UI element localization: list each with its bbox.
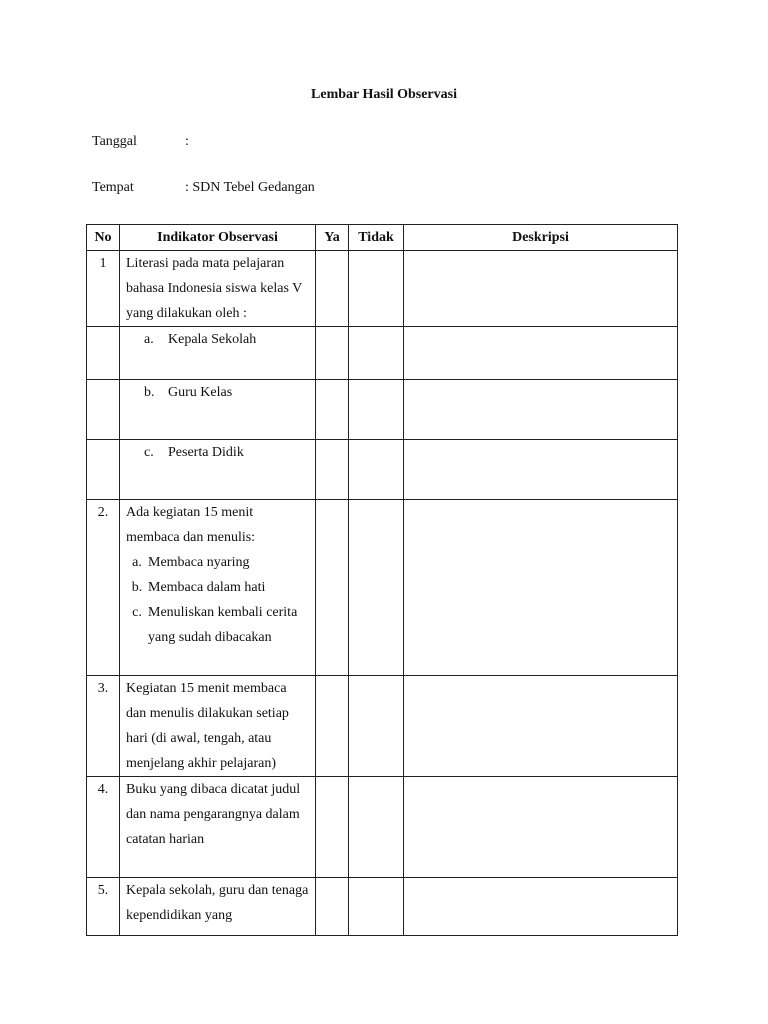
table-row (87, 878, 678, 936)
tidak-cell[interactable] (349, 251, 404, 327)
deskripsi-cell[interactable] (404, 676, 678, 777)
indicator-text (120, 500, 316, 676)
deskripsi-cell[interactable] (404, 500, 678, 676)
indicator-text: Kegiatan 15 menit membaca dan menulis dilakukan setiap hari (di awal, tengah, atau menjelang akhir pelajaran) (120, 676, 316, 777)
indicator-subitem (120, 380, 316, 440)
list-letter: a. (132, 555, 142, 570)
list-item (126, 575, 309, 600)
row-number (87, 440, 120, 500)
tidak-cell[interactable] (349, 380, 404, 440)
table-row (87, 440, 678, 500)
table-row (87, 500, 678, 676)
ya-cell[interactable] (316, 676, 349, 777)
ya-cell[interactable] (316, 251, 349, 327)
tempat-value: : SDN Tebel Gedangan (185, 180, 315, 195)
tempat-label: Tempat (92, 180, 134, 195)
table-row (87, 777, 678, 878)
list-letter: b. (131, 580, 143, 595)
list-letter: c. (132, 605, 142, 620)
ya-cell[interactable] (316, 777, 349, 878)
deskripsi-cell[interactable] (404, 777, 678, 878)
ya-cell[interactable] (316, 500, 349, 676)
table-row (87, 380, 678, 440)
tidak-cell[interactable] (349, 440, 404, 500)
subitem-text: Guru Kelas (168, 385, 233, 400)
tanggal-row (92, 134, 189, 150)
tidak-cell[interactable] (349, 878, 404, 936)
tidak-cell[interactable] (349, 676, 404, 777)
ya-cell[interactable] (316, 327, 349, 380)
indicator-subitem (120, 440, 316, 500)
list-text: Menuliskan kembali cerita yang sudah dibacakan (148, 605, 298, 645)
deskripsi-cell[interactable] (404, 380, 678, 440)
row-number: 5. (87, 878, 120, 936)
row-number: 3. (87, 676, 120, 777)
list-item (126, 550, 309, 575)
row-number (87, 380, 120, 440)
list-item (126, 600, 309, 650)
indicator-subitem (120, 327, 316, 380)
table-row (87, 327, 678, 380)
deskripsi-cell[interactable] (404, 327, 678, 380)
table-row (87, 676, 678, 777)
subitem-letter: a. (144, 332, 154, 347)
subitem-text: Peserta Didik (168, 445, 244, 460)
deskripsi-cell[interactable] (404, 251, 678, 327)
ya-cell[interactable] (316, 878, 349, 936)
subitem-letter: b. (144, 385, 155, 400)
header-indikator: Indikator Observasi (120, 225, 316, 251)
row-number (87, 327, 120, 380)
subitem-text: Kepala Sekolah (168, 332, 257, 347)
header-ya: Ya (316, 225, 349, 251)
table-row (87, 251, 678, 327)
indicator-intro: Ada kegiatan 15 menit membaca dan menulis: (126, 505, 256, 545)
list-text: Membaca nyaring (148, 555, 250, 570)
header-tidak: Tidak (349, 225, 404, 251)
ya-cell[interactable] (316, 380, 349, 440)
indicator-text: Literasi pada mata pelajaran bahasa Indonesia siswa kelas V yang dilakukan oleh : (120, 251, 316, 327)
deskripsi-cell[interactable] (404, 878, 678, 936)
row-number: 2. (87, 500, 120, 676)
tidak-cell[interactable] (349, 500, 404, 676)
observation-table (86, 224, 678, 936)
tanggal-label: Tanggal (92, 134, 137, 149)
page-title: Lembar Hasil Observasi (311, 87, 457, 102)
row-number: 1 (87, 251, 120, 327)
header-deskripsi: Deskripsi (404, 225, 678, 251)
tidak-cell[interactable] (349, 777, 404, 878)
row-number: 4. (87, 777, 120, 878)
table-header-row (87, 225, 678, 251)
tempat-row (92, 180, 315, 196)
deskripsi-cell[interactable] (404, 440, 678, 500)
indicator-text: Kepala sekolah, guru dan tenaga kependidikan yang (120, 878, 316, 936)
header-no: No (87, 225, 120, 251)
indicator-text: Buku yang dibaca dicatat judul dan nama pengarangnya dalam catatan harian (120, 777, 316, 878)
tidak-cell[interactable] (349, 327, 404, 380)
ya-cell[interactable] (316, 440, 349, 500)
tanggal-value: : (185, 134, 189, 149)
list-text: Membaca dalam hati (148, 580, 266, 595)
subitem-letter: c. (144, 445, 154, 460)
